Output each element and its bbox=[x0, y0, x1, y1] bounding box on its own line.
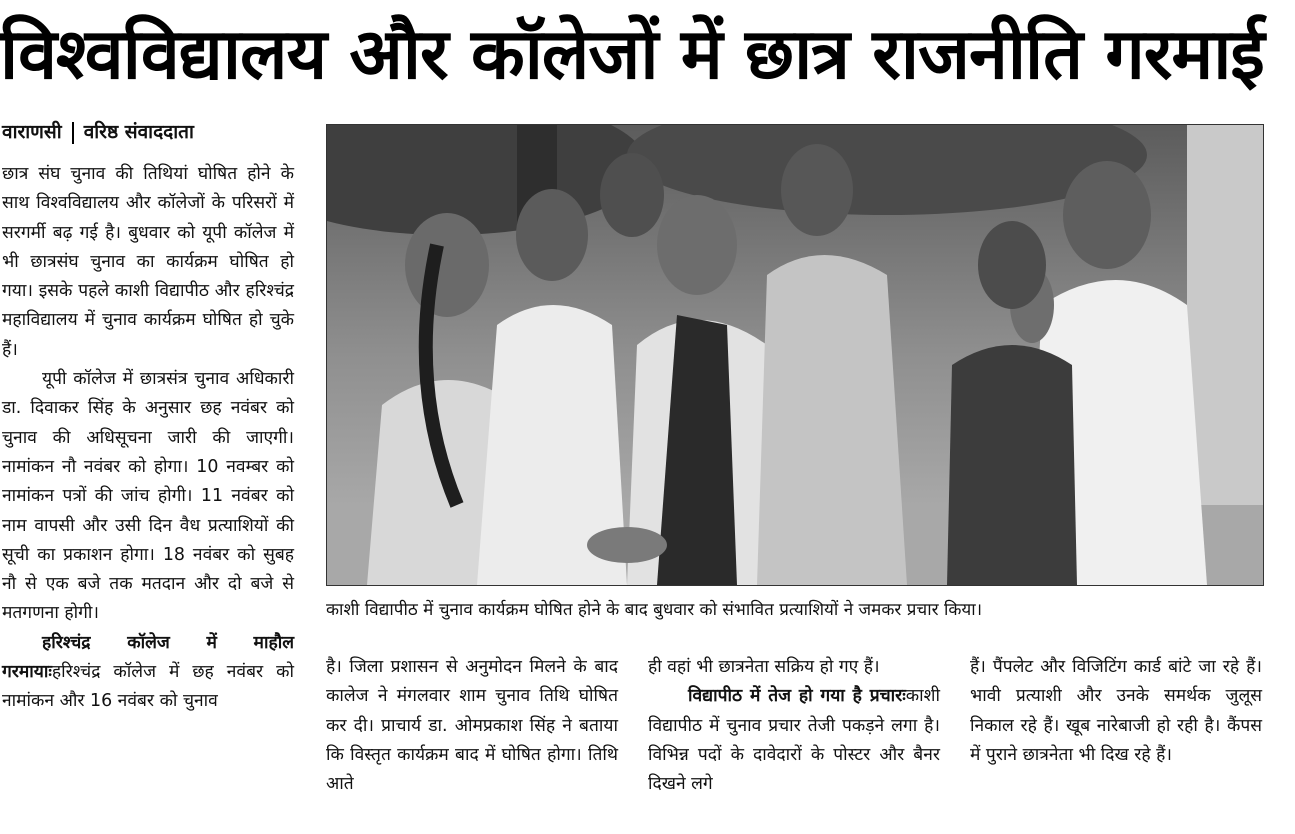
byline bbox=[2, 118, 194, 148]
paragraph-upcollege: यूपी कॉलेज में छात्रसंत्र चुनाव अधिकारी डा. दिवाकर सिंह के अनुसार छह नवंबर को चुनाव की अधिसूचना जारी की जाएगी। नामांकन नौ नवंबर को होगा। 10 नवम्बर को नामांकन पत्रों की जांच होगी। 11 नवंबर को नाम वापसी और उसी दिन वैध प्रत्याशियों की सूची का प्रकाशन होगा। 18 नवंबर को सुबह नौ से एक बजे तक मतदान और दो बजे से मतगणना होगी। bbox=[2, 369, 294, 624]
article-column-4 bbox=[970, 653, 1262, 770]
byline-author: वरिष्ठ संवाददाता bbox=[83, 121, 194, 143]
paragraph-vidyapeeth bbox=[648, 682, 940, 799]
dateline-place: वाराणसी bbox=[2, 121, 62, 143]
news-photo bbox=[326, 124, 1264, 586]
paragraph-col2: है। जिला प्रशासन से अनुमोदन मिलने के बाद कालेज ने मंगलवार शाम चुनाव तिथि घोषित कर दी। प्राचार्य डा. ओमप्रकाश सिंह ने बताया कि विस्तृत कार्यक्रम बाद में घोषित होगा। तिथि आते bbox=[326, 657, 618, 795]
article-column-3 bbox=[648, 653, 940, 799]
subheading-harishchandra: हरिश्चंद्र कॉलेज में माहौल गरमायाः bbox=[2, 632, 294, 683]
article-column-1 bbox=[2, 160, 294, 717]
paragraph-intro: छात्र संघ चुनाव की तिथियां घोषित होने के साथ विश्वविद्यालय और कॉलेजों के परिसरों में सरगर्मी बढ़ गई है। बुधवार को यूपी कॉलेज में भी छात्रसंघ चुनाव का कार्यक्रम घोषित हो गया। इसके पहले काशी विद्यापीठ और हरिश्चंद्र महाविद्यालय में चुनाव कार्यक्रम घोषित हो चुके हैं। bbox=[2, 164, 294, 360]
subheading-vidyapeeth: विद्यापीठ में तेज हो गया है प्रचारः bbox=[688, 686, 906, 707]
byline-divider bbox=[72, 122, 74, 144]
paragraph-col3-lead: ही वहां भी छात्रनेता सक्रिय हो गए हैं। bbox=[648, 657, 880, 677]
article-column-2 bbox=[326, 653, 618, 799]
paragraph-col4: हैं। पैंपलेट और विजिटिंग कार्ड बांटे जा रहे हैं। भावी प्रत्याशी और उनके समर्थक जुलूस निकाल रहे हैं। खूब नारेबाजी हो रही है। कैंपस में पुराने छात्रनेता भी दिख रहे हैं। bbox=[970, 657, 1262, 765]
photo-caption: काशी विद्यापीठ में चुनाव कार्यक्रम घोषित होने के बाद बुधवार को संभावित प्रत्याशियों ने जमकर प्रचार किया। bbox=[326, 600, 983, 620]
paragraph-vidyapeeth-text: काशी विद्यापीठ में चुनाव प्रचार तेजी पकड़ने लगा है। विभिन्न पदों के दावेदारों के पोस्टर और बैनर दिखने लगे bbox=[648, 686, 940, 795]
paragraph-harishchandra bbox=[2, 629, 294, 717]
paragraph-harishchandra-text: हरिश्चंद्र कॉलेज में छह नवंबर को नामांकन और 16 नवंबर को चुनाव bbox=[2, 662, 294, 712]
students-campaign-photo bbox=[327, 125, 1263, 585]
headline: विश्वविद्यालय और कॉलेजों में छात्र राजनीति गरमाई bbox=[0, 13, 1264, 95]
